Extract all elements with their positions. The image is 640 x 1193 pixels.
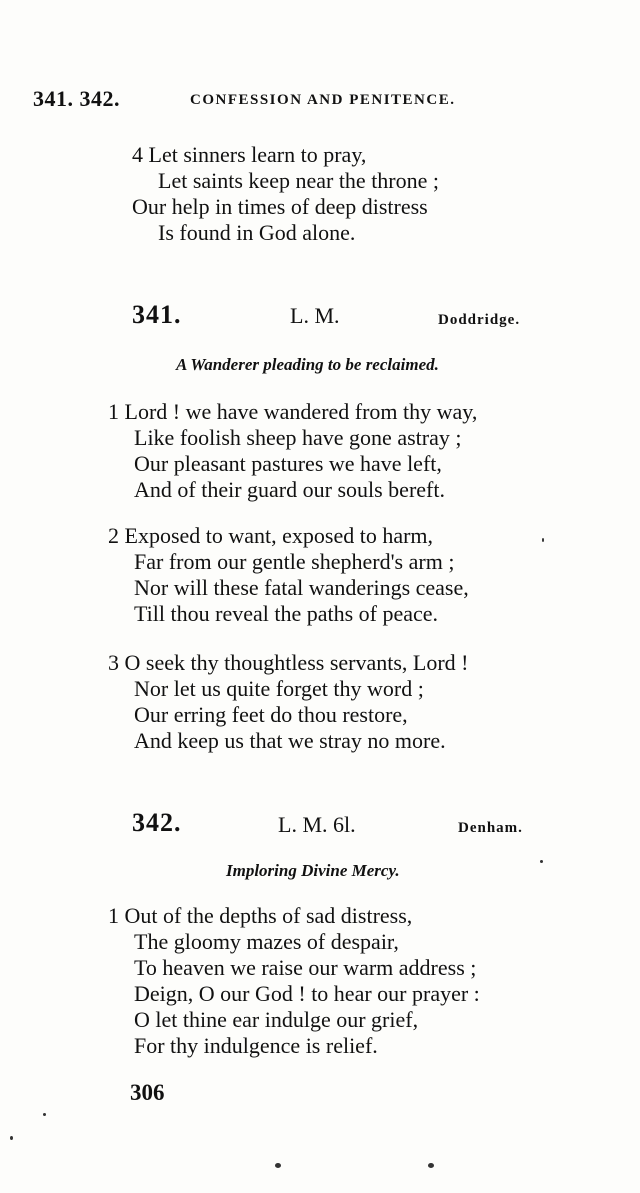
hymn-number: 342. — [132, 808, 182, 837]
verse-line: Is found in God alone. — [158, 220, 356, 245]
scan-speck — [540, 860, 543, 863]
running-head-title: CONFESSION AND PENITENCE. — [190, 92, 456, 108]
scan-speck — [275, 1163, 281, 1168]
verse-line: Till thou reveal the paths of peace. — [134, 601, 439, 626]
scan-speck — [43, 1113, 46, 1116]
verse-line: 2 Exposed to want, exposed to harm, — [108, 523, 434, 548]
verse-line: 4 Let sinners learn to pray, — [132, 142, 367, 167]
verse-line: The gloomy mazes of despair, — [134, 929, 399, 954]
verse-line: Nor will these fatal wanderings cease, — [134, 575, 469, 600]
verse-line: Our erring feet do thou restore, — [134, 702, 408, 727]
running-head-numbers: 341. 342. — [33, 86, 120, 111]
page-number: 306 — [130, 1080, 165, 1105]
hymn-number: 341. — [132, 300, 182, 329]
verse-line: Far from our gentle shepherd's arm ; — [134, 549, 455, 574]
verse-line: 3 O seek thy thoughtless servants, Lord ! — [108, 650, 469, 675]
hymn-meter: L. M. 6l. — [278, 812, 356, 837]
verse-line: To heaven we raise our warm address ; — [134, 955, 477, 980]
hymn-subtitle: Imploring Divine Mercy. — [226, 861, 400, 880]
scan-speck — [428, 1163, 434, 1168]
scan-speck — [542, 538, 544, 542]
scan-speck — [10, 1136, 13, 1140]
verse-line: Our pleasant pastures we have left, — [134, 451, 442, 476]
verse-line: 1 Lord ! we have wandered from thy way, — [108, 399, 478, 424]
verse-line: Deign, O our God ! to hear our prayer : — [134, 981, 480, 1006]
verse-line: And of their guard our souls bereft. — [134, 477, 445, 502]
hymn-author: Doddridge. — [438, 312, 521, 328]
hymn-author: Denham. — [458, 820, 523, 836]
verse-line: And keep us that we stray no more. — [134, 728, 446, 753]
hymn-meter: L. M. — [290, 303, 340, 328]
verse-line: Our help in times of deep distress — [132, 194, 428, 219]
verse-line: O let thine ear indulge our grief, — [134, 1007, 419, 1032]
hymn-subtitle: A Wanderer pleading to be reclaimed. — [176, 355, 439, 374]
verse-line: Nor let us quite forget thy word ; — [134, 676, 424, 701]
verse-line: Like foolish sheep have gone astray ; — [134, 425, 462, 450]
verse-line: 1 Out of the depths of sad distress, — [108, 903, 413, 928]
verse-line: For thy indulgence is relief. — [134, 1033, 378, 1058]
verse-line: Let saints keep near the throne ; — [158, 168, 440, 193]
